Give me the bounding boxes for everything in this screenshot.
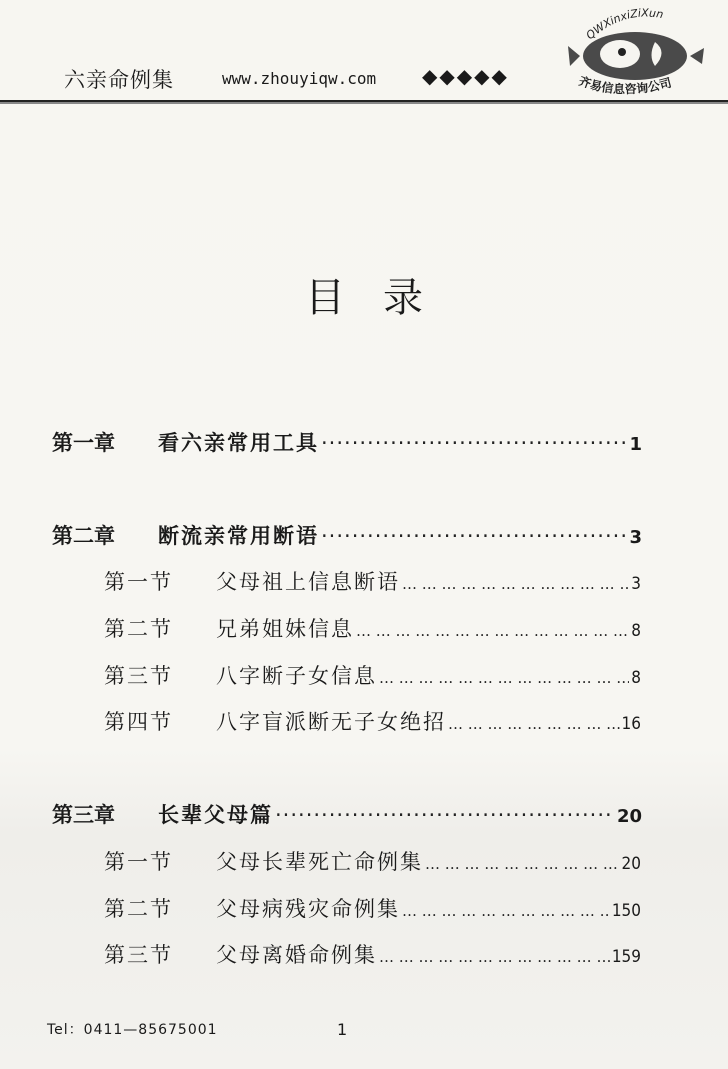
logo-fish-tail-right: [690, 48, 704, 64]
company-logo: [560, 2, 710, 102]
page-number: 8: [631, 621, 641, 641]
section-title: 父母长辈死亡命例集: [216, 850, 423, 874]
page-number: 159: [611, 947, 641, 967]
section-label: 第三节: [104, 664, 173, 688]
dot-leader: [379, 664, 629, 688]
page-number: 8: [631, 668, 641, 688]
section-title: 兄弟姐妹信息: [216, 617, 354, 641]
section-title: 父母病残灾命例集: [216, 897, 400, 921]
diamond-ornament: ◆◆◆◆◆: [422, 64, 509, 88]
logo-text-bottom: 齐易信息咨询公司: [576, 73, 673, 97]
dot-leader: [321, 524, 627, 548]
toc-entry-chapter-2[interactable]: [52, 520, 642, 550]
dot-leader: [402, 570, 629, 594]
section-title: 八字盲派断无子女绝招: [216, 710, 446, 734]
page-number: 16: [621, 714, 641, 734]
chapter-title: 断流亲常用断语: [158, 524, 319, 548]
chapter-label: 第二章: [52, 524, 115, 548]
dot-leader: [321, 431, 627, 455]
chapter-label: 第三章: [52, 803, 115, 827]
page-number: 150: [611, 901, 641, 921]
section-title: 父母离婚命例集: [216, 943, 377, 967]
section-label: 第四节: [104, 710, 173, 734]
dot-leader: [356, 617, 629, 641]
website-url[interactable]: www.zhouyiqw.com: [222, 69, 377, 88]
toc-entry-section-2-3[interactable]: [104, 660, 641, 690]
footer-telephone: Tel：0411—85675001: [47, 1022, 218, 1038]
header-divider: [0, 100, 728, 102]
section-title: 父母祖上信息断语: [216, 570, 400, 594]
section-title: 八字断子女信息: [216, 664, 377, 688]
section-label: 第二节: [104, 897, 173, 921]
page-number: 20: [621, 854, 641, 874]
page-number: 1: [629, 434, 642, 455]
toc-entry-chapter-1[interactable]: [52, 427, 642, 457]
section-label: 第一节: [104, 850, 173, 874]
page-number: 3: [631, 574, 641, 594]
logo-text-top: QWXinxiZiXun: [583, 6, 665, 43]
section-label: 第二节: [104, 617, 173, 641]
dot-leader: [448, 710, 620, 734]
toc-entry-section-3-1[interactable]: [104, 846, 641, 876]
toc-entry-section-2-1[interactable]: [104, 566, 641, 596]
dot-leader: [402, 897, 610, 921]
book-title: 六亲命例集: [64, 68, 174, 92]
page-number: 3: [629, 527, 642, 548]
logo-fish-tail: [568, 46, 580, 66]
chapter-title: 看六亲常用工具: [158, 431, 319, 455]
page-number: 20: [616, 806, 642, 827]
toc-entry-section-2-4[interactable]: [104, 706, 641, 736]
chapter-title: 长辈父母篇: [158, 803, 273, 827]
section-label: 第三节: [104, 943, 173, 967]
dot-leader: [425, 850, 620, 874]
logo-dot: [618, 48, 626, 56]
section-label: 第一节: [104, 570, 173, 594]
toc-entry-chapter-3[interactable]: [52, 799, 642, 829]
footer-page-number: 1: [337, 1020, 348, 1039]
toc-entry-section-3-3[interactable]: [104, 939, 641, 969]
toc-heading: 目录: [305, 275, 461, 321]
chapter-label: 第一章: [52, 431, 115, 455]
dot-leader: [275, 803, 615, 827]
dot-leader: [379, 943, 610, 967]
toc-entry-section-2-2[interactable]: [104, 613, 641, 643]
toc-entry-section-3-2[interactable]: [104, 893, 641, 923]
